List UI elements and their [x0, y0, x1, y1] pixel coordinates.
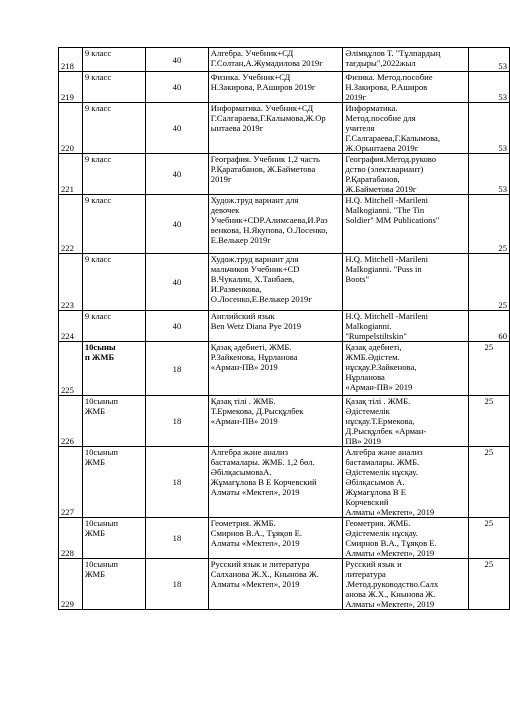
copies-count: 25 — [468, 447, 509, 518]
row-number: 226 — [59, 396, 83, 447]
textbook-line: Жұмағұлова В Е Корчевский — [210, 477, 317, 487]
copies-count: 25 — [468, 195, 509, 254]
hours-cell: 40 — [146, 195, 209, 254]
grade-cell — [82, 396, 145, 447]
grade-cell — [82, 447, 145, 518]
grade-line: 9 класс — [84, 48, 112, 58]
grade-line: ЖМБ — [84, 528, 106, 538]
copies-count: 53 — [468, 154, 509, 195]
textbook-cell — [208, 254, 343, 311]
textbook-cell — [208, 48, 343, 72]
method-guide-line: нұсқау.Т.Ермекова, — [345, 416, 415, 426]
grade-cell — [82, 311, 145, 342]
row-number: 227 — [59, 447, 83, 518]
hours-cell: 18 — [146, 342, 209, 396]
textbook-line: Алгебра және анализ — [210, 447, 289, 457]
row-number: 228 — [59, 518, 83, 559]
grade-line: 9 класс — [84, 195, 112, 205]
textbook-line: Р.Зайкенова, Нұрланова — [210, 352, 298, 362]
method-guide-line: .Метод.руководство.Салх — [345, 579, 439, 589]
textbook-line: О.Лосенко,Е.Велькер 2019г — [210, 294, 312, 304]
hours-cell: 18 — [146, 447, 209, 518]
textbook-line: Русский язык и литература — [210, 559, 310, 569]
textbook-line: Алматы «Мектеп», 2019 — [210, 487, 300, 497]
textbook-line: География. Учебник 1,2 часть — [210, 154, 320, 164]
row-number: 224 — [59, 311, 83, 342]
textbook-line: Т.Ермекова, Д.Рысқұлбек — [210, 406, 304, 416]
method-guide-line: Р.Қаратабанов, — [345, 174, 400, 184]
textbook-line: Геометрия. ЖМБ. — [210, 518, 276, 528]
copies-count: 60 — [468, 311, 509, 342]
method-guide-line: H.Q. Mitchell -Marileni — [345, 254, 428, 264]
hours-cell: 40 — [146, 48, 209, 72]
method-guide-line: литература — [345, 569, 386, 579]
method-guide-line: Геометрия. ЖМБ. — [345, 518, 411, 528]
grade-cell — [82, 342, 145, 396]
method-guide-line: Әбілқасымов А. — [345, 477, 405, 487]
grade-line: 10сынып — [84, 396, 118, 406]
method-guide-line: Әдістемелік — [345, 406, 390, 416]
textbook-line: В.Чукалин, Х.Танбаев, — [210, 274, 295, 284]
method-guide-cell — [343, 195, 468, 254]
textbook-cell — [208, 195, 343, 254]
row-number: 223 — [59, 254, 83, 311]
method-guide-line: Русский язык и — [345, 559, 402, 569]
method-guide-line: Soldier" MM Publications" — [345, 215, 440, 225]
row-number: 221 — [59, 154, 83, 195]
method-guide-line: "Rumpelstiltskin" — [345, 331, 407, 341]
method-guide-line: 2019г — [345, 92, 367, 102]
grade-line: 10сынып — [84, 518, 118, 528]
textbook-line: Английский язык — [210, 311, 275, 321]
method-guide-line: Корчевский — [345, 497, 389, 507]
textbook-line: Қазақ әдебиеті, ЖМБ. — [210, 342, 292, 352]
hours-cell: 18 — [146, 559, 209, 610]
textbook-line: 2019г — [210, 174, 232, 184]
grade-cell — [82, 559, 145, 610]
grade-line: 10сыны — [84, 342, 116, 352]
textbook-line: Н.Закирова, Р.Аширов 2019г — [210, 82, 316, 92]
textbook-line: Алматы «Мектеп», 2019 — [210, 538, 300, 548]
method-guide-line: Әдістемелік нұсқау. — [345, 467, 418, 477]
table-row — [59, 518, 510, 559]
method-guide-line: Ж.Байметова 2019г — [345, 184, 417, 194]
method-guide-line: H.Q. Mitchell -Marileni — [345, 195, 428, 205]
method-guide-line: ПВ» 2019 — [345, 436, 381, 446]
grade-line: ЖМБ — [84, 457, 106, 467]
hours-cell: 18 — [146, 518, 209, 559]
copies-count: 53 — [468, 48, 509, 72]
textbook-line: ӘбілқасымоваА. — [210, 467, 272, 477]
table-row — [59, 447, 510, 518]
hours-cell: 40 — [146, 311, 209, 342]
method-guide-line: H.Q. Mitchell -Marileni — [345, 311, 428, 321]
method-guide-line: Malkogianni. — [345, 321, 392, 331]
table-row — [59, 396, 510, 447]
method-guide-cell — [343, 103, 468, 154]
grade-cell — [82, 154, 145, 195]
method-guide-line: Әдістемелік нұсқау. — [345, 528, 418, 538]
row-number: 229 — [59, 559, 83, 610]
row-number: 222 — [59, 195, 83, 254]
textbook-line: Р.Қаратабанов, Ж.Байметова — [210, 164, 316, 174]
textbook-line: девочек — [210, 205, 240, 215]
method-guide-line: Malkogianni. "The Tin — [345, 205, 425, 215]
textbook-line: Қазақ тілі . ЖМБ. — [210, 396, 276, 406]
method-guide-line: Смирнов В.А., Тұяқов Е. — [345, 538, 437, 548]
grade-line: 9 класс — [84, 311, 112, 321]
grade-cell — [82, 254, 145, 311]
row-number: 218 — [59, 48, 83, 72]
table-row — [59, 72, 510, 103]
copies-count: 53 — [468, 103, 509, 154]
grade-cell — [82, 518, 145, 559]
textbook-line: бастамалары. ЖМБ. 1,2 бөл. — [210, 457, 315, 467]
textbook-line: Г.Солтан,А.Жумадилова 2019г — [210, 58, 323, 68]
textbook-cell — [208, 311, 343, 342]
method-guide-line: Д.Рысқұлбек «Арман- — [345, 426, 427, 436]
method-guide-line: анова Ж.Х., Кнынова Ж. — [345, 589, 436, 599]
row-number: 225 — [59, 342, 83, 396]
grade-line: п ЖМБ — [84, 352, 115, 362]
method-guide-cell — [343, 72, 468, 103]
method-guide-line: Әлімқұлов Т. "Тұлпардың — [345, 48, 441, 58]
textbook-line: Информатика. Учебник+СД — [210, 103, 314, 113]
method-guide-cell — [343, 559, 468, 610]
table-row — [59, 103, 510, 154]
textbook-line: И.Развенкова, — [210, 284, 262, 294]
method-guide-cell — [343, 518, 468, 559]
method-guide-line: тағдыры",2022жыл — [345, 58, 416, 68]
grade-cell — [82, 72, 145, 103]
method-guide-line: Boots" — [345, 274, 369, 284]
method-guide-line: Алматы «Мектеп», 2019 — [345, 507, 435, 517]
grade-line: ЖМБ — [84, 406, 106, 416]
method-guide-line: Г.Салгараева,Г.Калымова, — [345, 133, 440, 143]
table-row — [59, 195, 510, 254]
hours-cell: 40 — [146, 154, 209, 195]
textbook-line: мальчиков Учебник+CD — [210, 264, 300, 274]
textbook-line: Алматы «Мектеп», 2019 — [210, 579, 300, 589]
hours-cell: 18 — [146, 396, 209, 447]
method-guide-line: Метод.пособие для — [345, 113, 416, 123]
method-guide-cell — [343, 342, 468, 396]
textbook-cell — [208, 447, 343, 518]
method-guide-cell — [343, 154, 468, 195]
table-row — [59, 48, 510, 72]
method-guide-line: бастамалары. ЖМБ. — [345, 457, 420, 467]
method-guide-line: Физика. Метод.пособие — [345, 72, 433, 82]
method-guide-cell — [343, 447, 468, 518]
method-guide-line: Алгебра және анализ — [345, 447, 423, 457]
textbook-line: Г.Салгараева,Г.Калымова,Ж.Ор — [210, 113, 326, 123]
method-guide-cell — [343, 48, 468, 72]
hours-cell: 40 — [146, 72, 209, 103]
method-guide-line: Информатика. — [345, 103, 398, 113]
grade-line: 10сынып — [84, 559, 118, 569]
copies-count: 53 — [468, 72, 509, 103]
grade-line: 10сынып — [84, 447, 118, 457]
textbook-line: «Арман-ПВ» 2019 — [210, 416, 278, 426]
textbook-cell — [208, 342, 343, 396]
textbook-line: венкова, Н.Якупова, О.Лосенко, — [210, 225, 328, 235]
grade-line: ЖМБ — [84, 569, 106, 579]
method-guide-line: учителя — [345, 123, 375, 133]
textbook-line: Салханова Ж.Х., Кнынова Ж. — [210, 569, 319, 579]
textbook-cell — [208, 103, 343, 154]
grade-line: 9 класс — [84, 72, 112, 82]
textbook-line: Алгебра. Учебник+СД — [210, 48, 294, 58]
method-guide-line: Нұрланова — [345, 372, 385, 382]
table-row — [59, 342, 510, 396]
textbook-line: Учебник+CDР.Алимсаева,И.Раз — [210, 215, 328, 225]
method-guide-cell — [343, 311, 468, 342]
textbook-line: Ben Wetz Diana Pye 2019 — [210, 321, 302, 331]
grade-line: 9 класс — [84, 254, 112, 264]
method-guide-cell — [343, 254, 468, 311]
textbook-cell — [208, 559, 343, 610]
textbook-cell — [208, 72, 343, 103]
copies-count: 25 — [468, 559, 509, 610]
grade-cell — [82, 195, 145, 254]
method-guide-line: Жұмағұлова В Е — [345, 487, 407, 497]
method-guide-line: ЖМБ.Әдістем. — [345, 352, 400, 362]
copies-count: 25 — [468, 254, 509, 311]
copies-count: 25 — [468, 396, 509, 447]
method-guide-line: География.Метод.руково — [345, 154, 437, 164]
textbook-cell — [208, 396, 343, 447]
method-guide-line: Алматы «Мектеп», 2019 — [345, 548, 435, 558]
method-guide-line: «Арман-ПВ» 2019 — [345, 382, 413, 392]
textbook-line: ынтаева 2019г — [210, 123, 264, 133]
row-number: 220 — [59, 103, 83, 154]
textbook-table — [58, 47, 510, 610]
textbook-line: Худож.труд вариант для — [210, 254, 299, 264]
table-row — [59, 254, 510, 311]
method-guide-line: Алматы «Мектеп», 2019 — [345, 599, 435, 609]
textbook-line: «Арман-ПВ» 2019 — [210, 362, 278, 372]
textbook-line: Е.Велькер 2019г — [210, 235, 271, 245]
method-guide-line: дство (элект.вариант) — [345, 164, 424, 174]
method-guide-cell — [343, 396, 468, 447]
textbook-cell — [208, 154, 343, 195]
method-guide-line: Malkogianni. "Puss in — [345, 264, 422, 274]
method-guide-line: Ж.Орынтаева 2019г — [345, 143, 419, 153]
textbook-line: Худож.труд вариант для — [210, 195, 299, 205]
method-guide-line: Қазақ тілі . ЖМБ. — [345, 396, 411, 406]
method-guide-line: нұсқау.Р.Зайкенова, — [345, 362, 417, 372]
textbook-line: Физика. Учебник+СД — [210, 72, 291, 82]
grade-cell — [82, 103, 145, 154]
method-guide-line: Қазақ әдебиеті, — [345, 342, 402, 352]
grade-line: 9 класс — [84, 103, 112, 113]
copies-count: 25 — [468, 342, 509, 396]
table-row — [59, 311, 510, 342]
table-row — [59, 154, 510, 195]
copies-count: 25 — [468, 518, 509, 559]
textbook-line: Смирнов В.А., Тұяқов Е. — [210, 528, 303, 538]
grade-line: 9 класс — [84, 154, 112, 164]
row-number: 219 — [59, 72, 83, 103]
grade-cell — [82, 48, 145, 72]
hours-cell: 40 — [146, 254, 209, 311]
textbook-cell — [208, 518, 343, 559]
method-guide-line: Н.Закирова, Р.Аширов — [345, 82, 428, 92]
table-row — [59, 559, 510, 610]
hours-cell: 40 — [146, 103, 209, 154]
